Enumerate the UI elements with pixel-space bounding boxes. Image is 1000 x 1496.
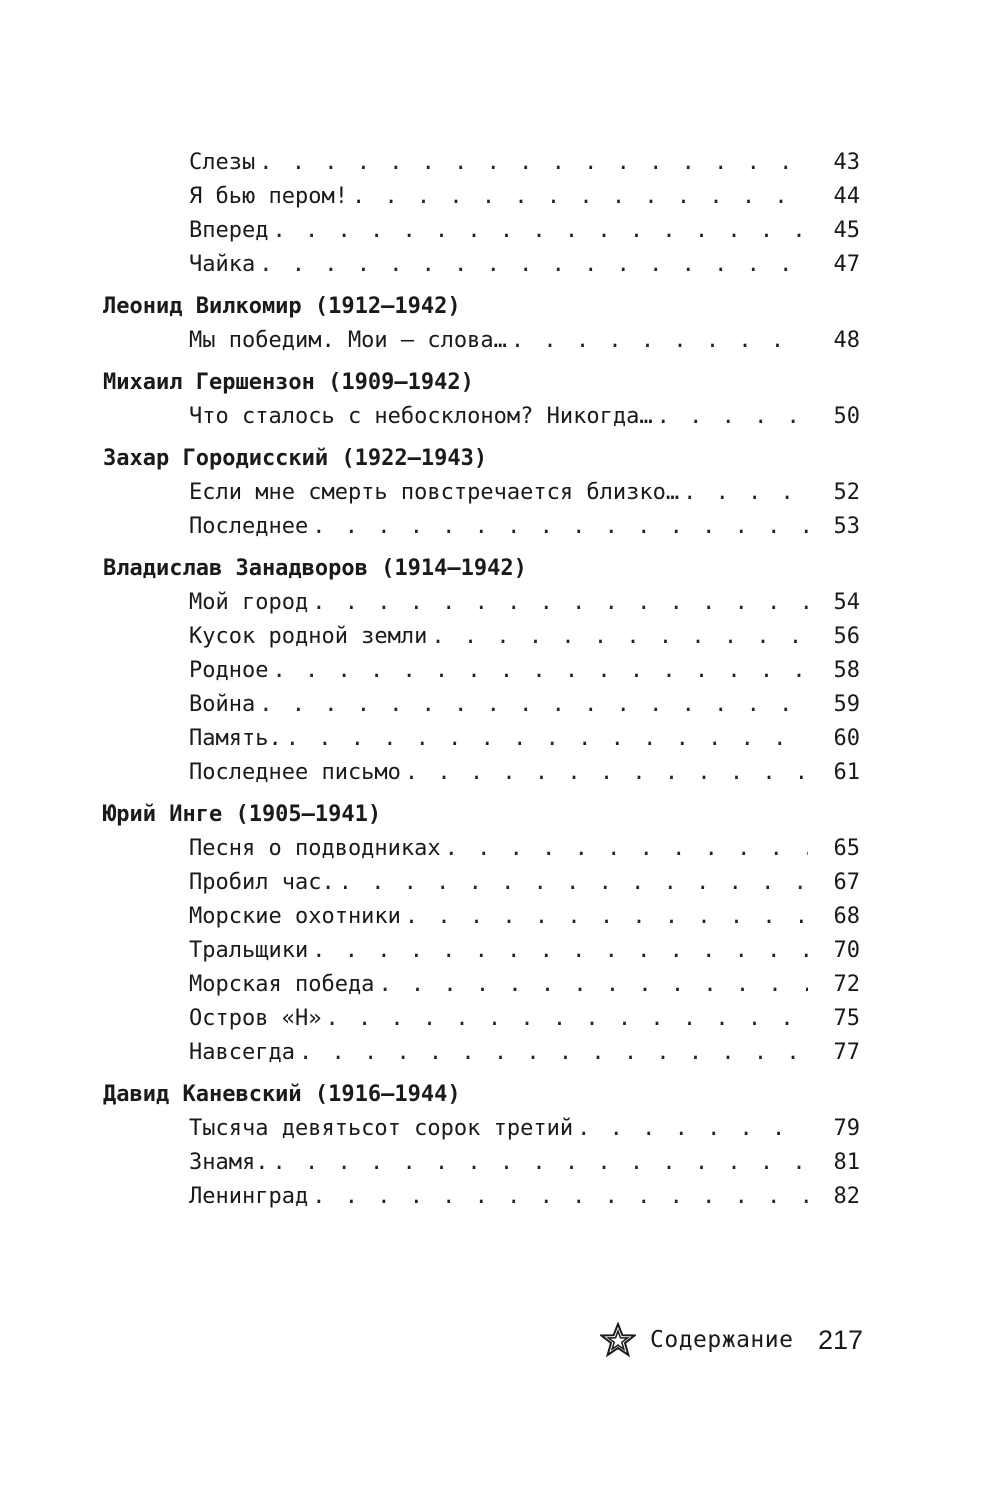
toc-entry-title: Последнее: [189, 510, 312, 544]
toc-entry-title: Если мне смерть повстречается близко…: [189, 476, 683, 510]
toc-entry[interactable]: [103, 722, 860, 756]
dot-leader: [286, 722, 808, 756]
toc-entry[interactable]: [103, 510, 860, 544]
toc-entry[interactable]: [103, 900, 860, 934]
toc-entry-page: 72: [833, 972, 860, 997]
dot-leader: [312, 934, 808, 968]
toc-entry-title: Мой город: [189, 586, 312, 620]
toc-entry-title: Память.: [189, 722, 286, 756]
toc-entry-page: 59: [833, 692, 860, 717]
table-of-contents: [103, 146, 860, 1214]
toc-entry-page: 53: [833, 514, 860, 539]
toc-entry[interactable]: [103, 586, 860, 620]
toc-entry-title: Остров «Н»: [189, 1002, 325, 1036]
dot-leader: [299, 1036, 808, 1070]
toc-entry-title: Родное: [189, 654, 272, 688]
dot-leader: [683, 476, 808, 510]
toc-entry-title: Пробил час.: [189, 866, 339, 900]
toc-entry-page: 82: [833, 1184, 860, 1209]
dot-leader: [272, 1146, 808, 1180]
dot-leader: [312, 1180, 808, 1214]
toc-entry-page: 68: [833, 904, 860, 929]
toc-author-heading: Владислав Занадворов (1914–1942): [103, 556, 527, 581]
toc-entry[interactable]: [103, 214, 860, 248]
toc-entry[interactable]: [103, 654, 860, 688]
toc-author-heading: Захар Городисский (1922–1943): [103, 446, 488, 471]
dot-leader: [445, 832, 808, 866]
toc-entry[interactable]: [103, 1002, 860, 1036]
toc-entry[interactable]: [103, 1036, 860, 1070]
toc-author-heading: Давид Каневский (1916–1944): [103, 1082, 461, 1107]
toc-entry-title: Навсегда: [189, 1036, 299, 1070]
toc-entry-title: Ленинград: [189, 1180, 312, 1214]
toc-entry[interactable]: [103, 968, 860, 1002]
toc-entry[interactable]: [103, 324, 860, 358]
toc-entry-title: Тысяча девятьсот сорок третий: [189, 1112, 577, 1146]
dot-leader: [325, 1002, 808, 1036]
toc-entry-page: 70: [833, 938, 860, 963]
dot-leader: [339, 866, 808, 900]
dot-leader: [312, 586, 808, 620]
toc-entry-page: 58: [833, 658, 860, 683]
toc-entry-title: Тральщики: [189, 934, 312, 968]
toc-entry-page: 75: [833, 1006, 860, 1031]
dot-leader: [431, 620, 808, 654]
toc-entry-title: Песня о подводниках: [189, 832, 445, 866]
toc-entry-page: 65: [833, 836, 860, 861]
toc-entry-page: 79: [833, 1116, 860, 1141]
dot-leader: [405, 756, 808, 790]
toc-entry-title: Морские охотники: [189, 900, 405, 934]
toc-entry[interactable]: [103, 1112, 860, 1146]
toc-entry-page: 77: [833, 1040, 860, 1065]
dot-leader: [272, 654, 808, 688]
toc-entry[interactable]: [103, 620, 860, 654]
toc-entry-title: Мы победим. Мои – слова…: [189, 324, 511, 358]
toc-entry-page: 54: [833, 590, 860, 615]
toc-entry-page: 52: [833, 480, 860, 505]
toc-entry-title: Война: [189, 688, 259, 722]
toc-entry[interactable]: [103, 1180, 860, 1214]
toc-entry-title: Вперед: [189, 214, 272, 248]
toc-entry[interactable]: [103, 866, 860, 900]
toc-entry[interactable]: [103, 180, 860, 214]
toc-author-heading: Леонид Вилкомир (1912–1942): [103, 294, 461, 319]
toc-entry-page: 43: [833, 150, 860, 175]
toc-author-heading: Юрий Инге (1905–1941): [103, 802, 382, 827]
section-title: Содержание: [650, 1327, 794, 1353]
toc-entry-page: 67: [833, 870, 860, 895]
toc-entry[interactable]: [103, 756, 860, 790]
toc-entry-page: 61: [833, 760, 860, 785]
toc-entry-page: 81: [833, 1150, 860, 1175]
toc-entry[interactable]: [103, 688, 860, 722]
toc-entry-page: 47: [833, 252, 860, 277]
page-footer: [600, 1320, 880, 1360]
toc-entry-title: Что сталось с небосклоном? Никогда…: [189, 400, 657, 434]
toc-entry[interactable]: [103, 832, 860, 866]
dot-leader: [577, 1112, 808, 1146]
toc-entry[interactable]: [103, 248, 860, 282]
toc-entry-title: Морская победа: [189, 968, 378, 1002]
toc-entry-page: 50: [833, 404, 860, 429]
toc-entry[interactable]: [103, 146, 860, 180]
toc-entry-title: Чайка: [189, 248, 259, 282]
dot-leader: [259, 248, 808, 282]
toc-entry[interactable]: [103, 400, 860, 434]
dot-leader: [312, 510, 808, 544]
toc-entry[interactable]: [103, 476, 860, 510]
toc-entry-page: 48: [833, 328, 860, 353]
toc-entry-page: 44: [833, 184, 860, 209]
dot-leader: [272, 214, 808, 248]
star-outline-icon: [600, 1322, 636, 1358]
toc-entry-page: 60: [833, 726, 860, 751]
dot-leader: [259, 688, 808, 722]
toc-entry-title: Последнее письмо: [189, 756, 405, 790]
toc-entry-title: Слезы: [189, 146, 259, 180]
toc-entry-page: 45: [833, 218, 860, 243]
page-number: 217: [818, 1324, 864, 1355]
toc-author-heading: Михаил Гершензон (1909–1942): [103, 370, 474, 395]
toc-entry-title: Знамя.: [189, 1146, 272, 1180]
dot-leader: [352, 180, 808, 214]
toc-entry-title: Кусок родной земли: [189, 620, 431, 654]
toc-entry-title: Я бью пером!: [189, 180, 352, 214]
toc-entry[interactable]: [103, 934, 860, 968]
dot-leader: [511, 324, 808, 358]
toc-entry-page: 56: [833, 624, 860, 649]
dot-leader: [259, 146, 808, 180]
toc-entry[interactable]: [103, 1146, 860, 1180]
dot-leader: [378, 968, 808, 1002]
dot-leader: [405, 900, 808, 934]
dot-leader: [657, 400, 808, 434]
